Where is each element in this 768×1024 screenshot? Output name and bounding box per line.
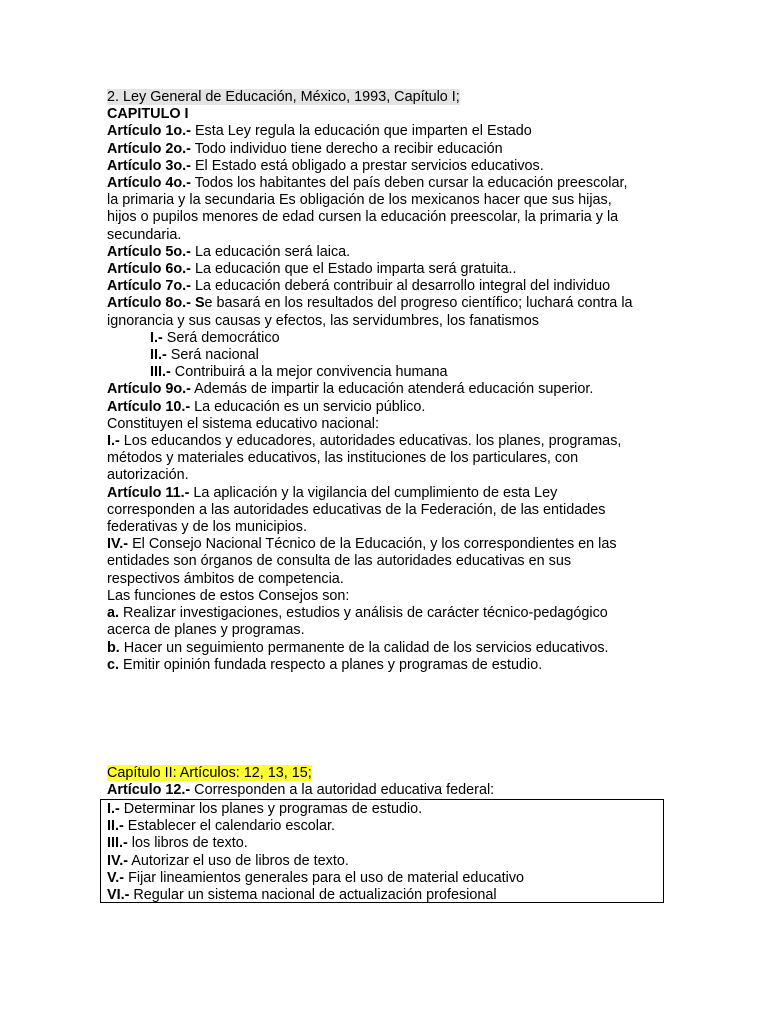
document-line-line (107, 261, 707, 278)
document-line-label: I.- (107, 433, 120, 450)
document-line-line (107, 571, 707, 588)
box-item-line (107, 835, 663, 852)
document-line-line (107, 467, 707, 484)
article-12-text: Corresponden a la autoridad educativa federal: (190, 782, 495, 799)
document-line-line (107, 381, 707, 398)
document-line-text: Emitir opinión fundada respecto a planes y programas de estudio. (119, 656, 543, 673)
box-item-label: IV.- (107, 852, 129, 869)
document-line-text: Constituyen el sistema educativo nacional: (107, 415, 379, 432)
chapter-heading-text: CAPITULO I (107, 106, 189, 123)
document-line-text: La educación será laica. (190, 243, 351, 260)
document-line-line (107, 158, 707, 175)
document-line-line (107, 450, 707, 467)
box-item-label: VI.- (107, 887, 130, 904)
document-line-line (107, 192, 707, 209)
document-line-text: métodos y materiales educativos, las instituciones de los particulares, con (107, 450, 579, 467)
document-line-line (107, 605, 707, 622)
document-line-label: Artículo 7o.- (107, 278, 191, 295)
document-line-line (107, 175, 707, 192)
document-line-text: Hacer un seguimiento permanente de la calidad de los servicios educativos. (119, 639, 609, 656)
box-item-line (107, 818, 663, 835)
document-line-label: I.- (150, 329, 163, 346)
box-item-line (107, 853, 663, 870)
article-12-label: Artículo 12.- (107, 782, 191, 799)
chapter-2-heading-text: Capítulo II: Artículos: 12, 13, 15; (107, 765, 312, 781)
document-line-text: Todo individuo tiene derecho a recibir educación (190, 140, 503, 157)
chapter-heading (107, 106, 707, 123)
document-title-text: 2. Ley General de Educación, México, 1993, Capítulo I; (107, 89, 460, 105)
box-item-text: Regular un sistema nacional de actualización profesional (129, 887, 497, 904)
document-line-line (107, 244, 707, 261)
box-item-line (107, 801, 663, 818)
document-line-text: La educación deberá contribuir al desarrollo integral del individuo (190, 278, 611, 295)
document-line-line (107, 640, 707, 657)
box-item-line (107, 887, 663, 904)
document-line-line (107, 657, 707, 674)
document-line-text: La educación es un servicio público. (190, 398, 426, 415)
document-line-line (107, 330, 707, 347)
document-line-text: Además de impartir la educación atenderá educación superior. (190, 381, 594, 398)
document-line-text: federativas y de los municipios. (107, 519, 307, 536)
box-item-label: II.- (107, 818, 124, 835)
document-line-text: Todos los habitantes del país deben cursar la educación preescolar, (190, 175, 628, 192)
document-line-text: Realizar investigaciones, estudios y análisis de carácter técnico-pedagógico (119, 605, 608, 622)
document-line-line (107, 502, 707, 519)
document-line-label: c. (107, 656, 120, 673)
document-line-label: b. (107, 639, 120, 656)
document-line-text: secundaria. (107, 226, 182, 243)
document-line-label: III.- (150, 364, 171, 381)
document-line-text: El Estado está obligado a prestar servicios educativos. (190, 157, 544, 174)
box-item-text: Autorizar el uso de libros de texto. (128, 852, 349, 869)
document-line-text: autorización. (107, 467, 189, 484)
article-list (107, 123, 707, 674)
document-line-text: La educación que el Estado imparta será gratuita.. (190, 261, 517, 278)
document-line-line (107, 536, 707, 553)
document-line-line (107, 123, 707, 140)
document-title (107, 89, 707, 106)
document-line-line (107, 347, 707, 364)
document-line-text: Esta Ley regula la educación que imparten el Estado (190, 123, 532, 140)
document-line-label: Artículo 6o.- (107, 261, 191, 278)
document-line-line (107, 141, 707, 158)
document-line-line (107, 364, 707, 381)
document-line-line (107, 622, 707, 639)
document-line-line (107, 399, 707, 416)
document-line-text: la primaria y la secundaria Es obligación de los mexicanos hacer que sus hijas, (107, 192, 612, 209)
document-line-text: respectivos ámbitos de competencia. (107, 570, 344, 587)
document-line-label: Artículo 5o.- (107, 243, 191, 260)
document-line-label: Artículo 11.- (107, 484, 190, 501)
box-item-label: III.- (107, 835, 128, 852)
document-line-text: Las funciones de estos Consejos son: (107, 587, 350, 604)
box-item-text: Establecer el calendario escolar. (123, 818, 335, 835)
chapter-2-heading (107, 765, 707, 782)
document-line-text: corresponden a las autoridades educativas de la Federación, de las entidades (107, 501, 606, 518)
document-line-label: Artículo 4o.- (107, 175, 191, 192)
document-line-text: ignorancia y sus causas y efectos, las servidumbres, los fanatismos (107, 312, 539, 329)
document-line-line (107, 553, 707, 570)
document-line-text: La aplicación y la vigilancia del cumplimiento de esta Ley (189, 484, 558, 501)
document-line-label: II.- (150, 347, 167, 364)
document-line-text: entidades son órganos de consulta de las autoridades educativas en sus (107, 553, 572, 570)
document-line-label: IV.- (107, 536, 129, 553)
document-line-label: Artículo 1o.- (107, 123, 191, 140)
document-line-line (107, 433, 707, 450)
document-line-label: a. (107, 605, 120, 622)
box-item-text: Fijar lineamientos generales para el uso de material educativo (124, 869, 525, 886)
document-line-text: hijos o pupilos menores de edad cursen la educación preescolar, la primaria y la (107, 209, 619, 226)
chapter-1-section (107, 89, 707, 674)
box-item-text: los libros de texto. (127, 835, 248, 852)
document-line-line (107, 416, 707, 433)
document-line-label: Artículo 9o.- (107, 381, 191, 398)
document-line-label: Artículo 2o.- (107, 140, 191, 157)
document-line-text: Los educandos y educadores, autoridades educativas. los planes, programas, (119, 433, 622, 450)
document-line-text: Será democrático (162, 329, 280, 346)
article-12-line (107, 782, 707, 799)
document-line-text: e basará en los resultados del progreso científico; luchará contra la (204, 295, 633, 312)
document-line-line (107, 313, 707, 330)
box-item-label: I.- (107, 801, 120, 817)
box-item-text: Determinar los planes y programas de estudio. (119, 801, 423, 817)
federal-authority-box (100, 799, 664, 903)
chapter-2-section (107, 765, 707, 799)
document-line-line (107, 209, 707, 226)
document-line-label: Artículo 3o.- (107, 157, 191, 174)
box-item-label: V.- (107, 869, 125, 886)
document-line-line (107, 519, 707, 536)
box-item-line (107, 870, 663, 887)
document-line-text: El Consejo Nacional Técnico de la Educación, y los correspondientes en las (128, 536, 617, 553)
document-line-label: Artículo 8o.- S (107, 295, 205, 312)
document-line-line (107, 278, 707, 295)
document-line-label: Artículo 10.- (107, 398, 191, 415)
document-line-text: Contribuirá a la mejor convivencia humana (170, 364, 448, 381)
document-line-text: acerca de planes y programas. (107, 622, 305, 639)
document-line-line (107, 227, 707, 244)
document-line-text: Será nacional (166, 347, 259, 364)
document-line-line (107, 485, 707, 502)
document-line-line (107, 295, 707, 312)
document-line-line (107, 588, 707, 605)
